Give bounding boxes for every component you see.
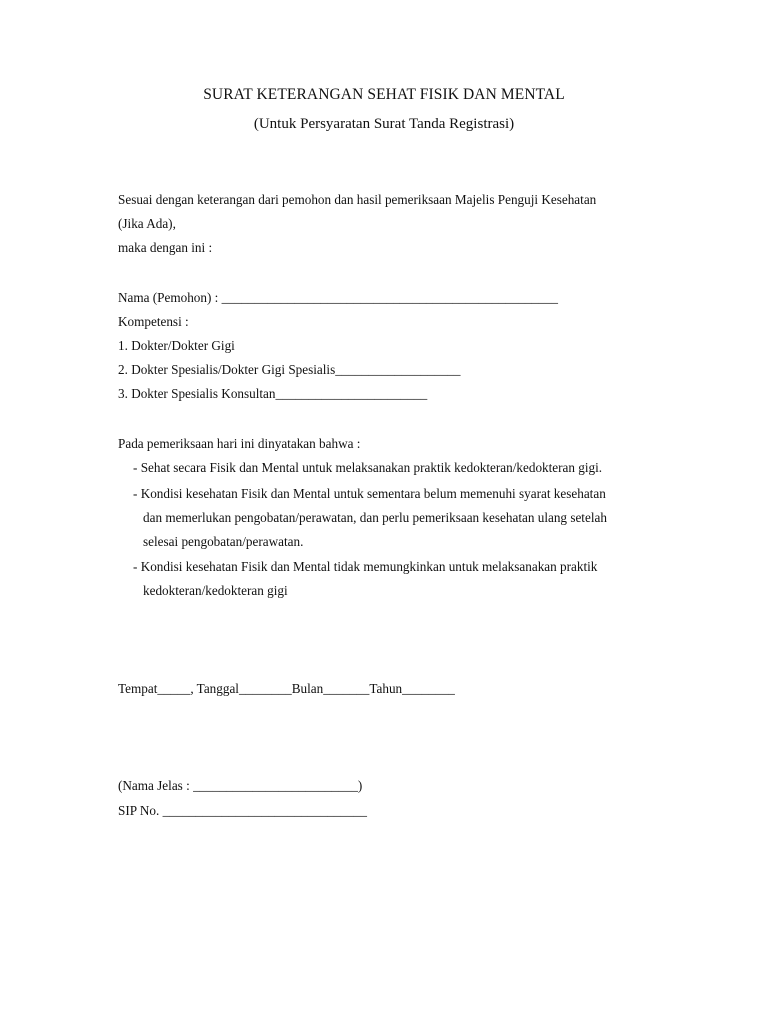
examination-item-2-line-3: selesai pengobatan/perawatan.: [143, 534, 304, 549]
intro-line-3: maka dengan ini :: [118, 240, 213, 255]
signature-name-field: (Nama Jelas : _________________________): [118, 778, 363, 793]
examination-item-2-line-1: - Kondisi kesehatan Fisik dan Mental untuk sementara belum memenuhi syarat kesehatan: [133, 486, 606, 501]
intro-line-1: Sesuai dengan keterangan dari pemohon dan hasil pemeriksaan Majelis Penguji Kesehatan: [118, 192, 597, 207]
competence-label: Kompetensi :: [118, 314, 189, 329]
competence-option-2: 2. Dokter Spesialis/Dokter Gigi Spesialis___________________: [118, 362, 461, 377]
examination-item-3-line-2: kedokteran/kedokteran gigi: [143, 583, 288, 598]
document-subtitle: (Untuk Persyaratan Surat Tanda Registrasi): [253, 116, 515, 132]
sip-number-field: SIP No. _______________________________: [118, 803, 367, 818]
competence-option-1: 1. Dokter/Dokter Gigi: [118, 338, 235, 353]
examination-lead: Pada pemeriksaan hari ini dinyatakan bahwa :: [118, 436, 361, 451]
examination-item-3-line-1: - Kondisi kesehatan Fisik dan Mental tidak memungkinkan untuk melaksanakan praktik: [133, 559, 598, 574]
examination-item-1: - Sehat secara Fisik dan Mental untuk melaksanakan praktik kedokteran/kedokteran gigi.: [133, 460, 603, 475]
examination-item-2-line-2: dan memerlukan pengobatan/perawatan, dan perlu pemeriksaan kesehatan ulang setelah: [143, 510, 607, 525]
intro-line-2: (Jika Ada),: [118, 216, 176, 231]
place-date-field: Tempat_____, Tanggal________Bulan_______Tahun________: [118, 681, 455, 696]
competence-option-3: 3. Dokter Spesialis Konsultan_______________________: [118, 386, 428, 401]
document-title: SURAT KETERANGAN SEHAT FISIK DAN MENTAL: [203, 86, 565, 103]
applicant-name-field: Nama (Pemohon) : ___________________________________________________: [118, 290, 558, 305]
